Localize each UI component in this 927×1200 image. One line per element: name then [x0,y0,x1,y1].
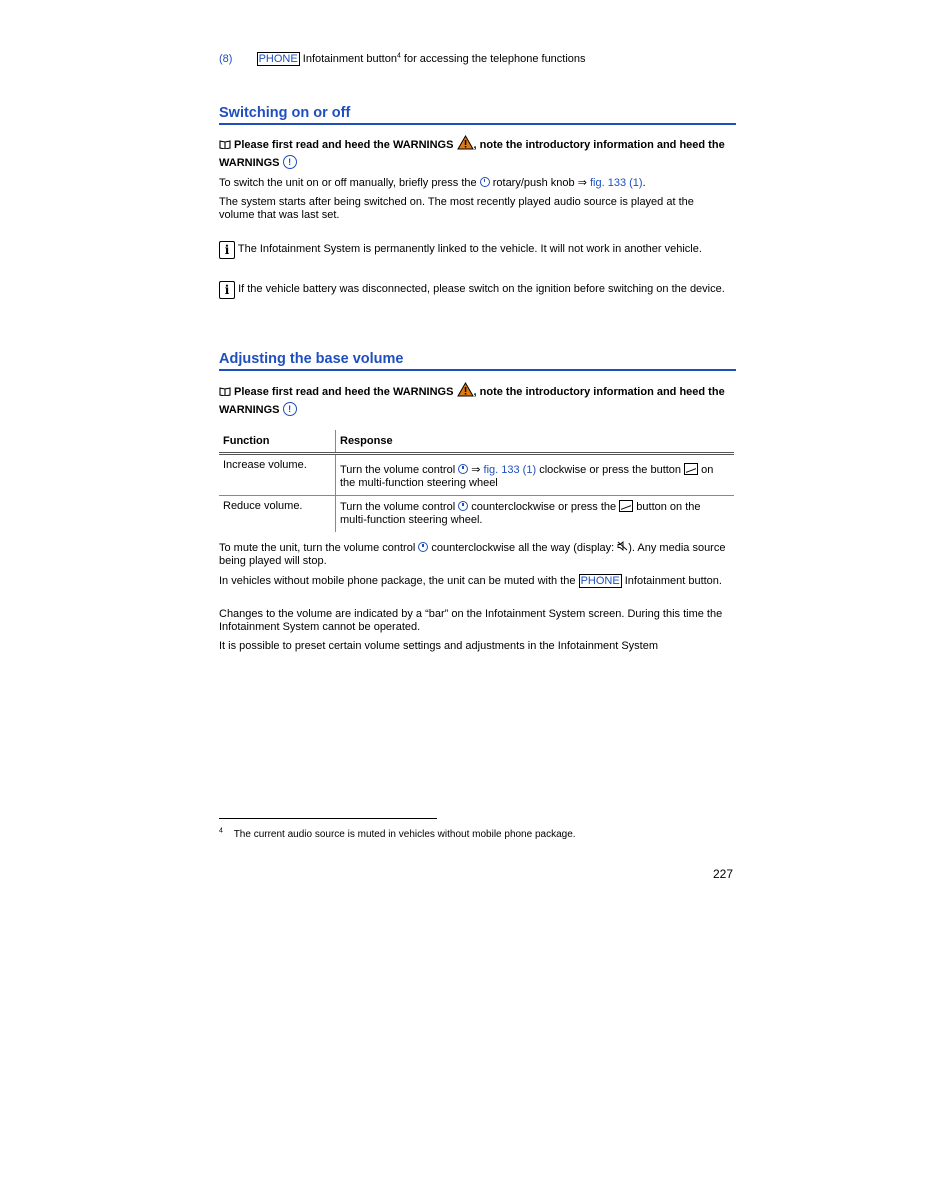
steering-volume-up-icon [684,463,698,475]
footnote-mark: 4 [219,827,223,835]
note-permanent-link: i The Infotainment System is permanently linked to the vehicle. It will not work in another vehicle. [219,241,729,259]
table-header-row [219,430,734,454]
table-row [219,496,734,533]
item-text: Infotainment button [302,53,397,65]
page-number: 227 [713,867,734,881]
note-battery: i If the vehicle battery was disconnected, please switch on the ignition before switching on the device. [219,281,729,299]
steering-volume-down-icon [619,500,633,512]
footnote-text: The current audio source is muted in vehicles without mobile phone package. [233,829,576,840]
footnote-divider [219,818,437,819]
column-header-response: Response [336,430,735,454]
top-item [219,53,586,65]
footnote-ref: 4 [396,52,401,60]
paragraph: To switch the unit on or off manually, briefly press the rotary/push knob ⇒ fig. 133 (1). [219,177,646,189]
caution-circle-icon: ! [283,155,297,169]
knob-icon [418,542,428,552]
book-icon [219,385,231,401]
item-text-end: for accessing the telephone functions [400,53,586,65]
section-heading-switching: Switching on or off [219,105,736,125]
function-table [219,430,734,532]
paragraph: Changes to the volume are indicated by a “bar” on the Infotainment System screen. During this time the Infotainment System cannot be operated. [219,608,723,633]
phone-button-label: PHONE [580,575,620,587]
phone-button-label: PHONE [258,53,298,65]
mute-icon [617,541,628,555]
column-header-function: Function [219,430,336,454]
knob-icon [480,177,490,187]
cell-function: Reduce volume. [223,500,303,512]
item-ref: (8) [219,53,233,65]
paragraph: The system starts after being switched on. The most recently played audio source is played at the volume that was last set. [219,196,694,221]
book-icon [219,138,231,154]
paragraph: It is possible to preset certain volume settings and adjustments in the Infotainment System [219,640,659,652]
cell-response: Turn the volume control counterclockwise or press the button on the multi-function steering wheel. [336,496,735,533]
knob-icon [458,501,468,511]
warning-notice: Please first read and heed the WARNINGS , note the introductory information and heed the WARNINGS ! [219,382,734,418]
info-icon: i [219,281,235,299]
paragraph-phone-mute: In vehicles without mobile phone package, the unit can be muted with the PHONE Infotainment button. [219,575,722,587]
warning-triangle-icon [457,135,474,155]
figure-link[interactable]: fig. 133 (1) [590,177,643,189]
info-icon: i [219,241,235,259]
figure-link[interactable]: fig. 133 (1) [483,464,537,476]
paragraph-mute: To mute the unit, turn the volume control counterclockwise all the way (display: ). Any media source being played will stop. [219,542,726,567]
knob-icon [458,464,468,474]
warning-notice: Please first read and heed the WARNINGS , note the introductory information and heed the WARNINGS ! [219,135,734,171]
table-row [219,454,734,496]
footnote [219,829,576,840]
section-heading-volume: Adjusting the base volume [219,351,736,371]
warning-triangle-icon [457,382,474,402]
cell-response: Turn the volume control ⇒ fig. 133 (1) clockwise or press the button on the multi-function steering wheel [336,454,735,496]
cell-function: Increase volume. [219,454,336,496]
caution-circle-icon: ! [283,402,297,416]
